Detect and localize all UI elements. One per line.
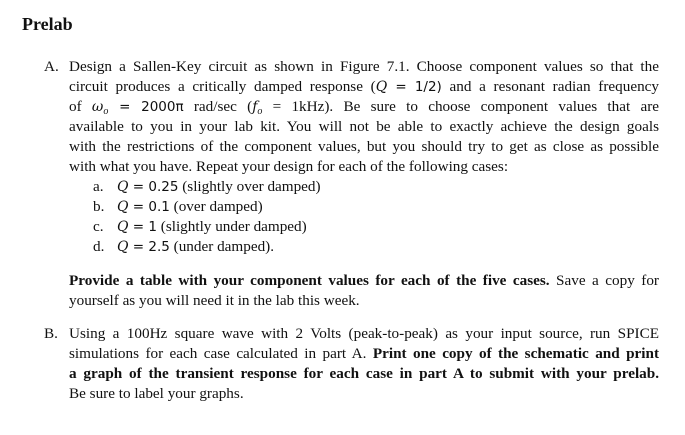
item-b-line-4: Be sure to label your graphs.: [69, 385, 244, 402]
item-b-line-1: Using a 100Hz square wave with 2 Volts (peak-to-peak) as your input source, run SPICE: [69, 325, 659, 342]
item-a-line-4: available to you in your lab kit. You will not be able to exactly achieve the design goals: [69, 118, 659, 135]
item-a-line-3: of $\omega_o = 2000\pi$ rad/sec $(f_o = 1kHz)$. Be sure to choose component values that are: [69, 98, 659, 117]
case-b: b. Q = 0.1 (over damped): [93, 198, 263, 215]
item-b-line-3: a graph of the transient response for each case in part A to submit with your prelab.: [69, 365, 659, 382]
item-a-line-1: Design a Sallen-Key circuit as shown in Figure 7.1. Choose component values so that the: [69, 58, 659, 75]
item-a-line-2: circuit produces a critically damped response (Q = 1/2) and a resonant radian frequency: [69, 78, 660, 95]
item-b-label: B.: [44, 325, 58, 342]
page-title: Prelab: [22, 14, 73, 34]
f-symbol: f: [252, 99, 258, 115]
item-a-body: [69, 57, 659, 311]
case-d: d. Q = 2.5 (under damped).: [93, 238, 275, 255]
item-b-body: [69, 324, 659, 404]
case-c: c. Q = 1 (slightly under damped): [93, 218, 307, 235]
item-a-line-5: with the restrictions of the component values, but you should try to get as close as possible: [69, 138, 659, 155]
q-symbol: Q: [375, 79, 388, 95]
item-a-para-2-line-2: yourself as you will need it in the lab this week.: [69, 292, 360, 309]
item-a-label: A.: [44, 58, 59, 75]
item-a-para-2-line-1: Provide a table with your component values for each of the five cases. Save a copy for: [69, 272, 659, 289]
omega-symbol: ω: [91, 99, 104, 115]
item-b-line-2: simulations for each case calculated in part A. Print one copy of the schematic and print: [69, 345, 659, 362]
item-a-line-6: with what you have. Repeat your design for each of the following cases:: [69, 158, 509, 175]
case-a: a. Q = 0.25 (slightly over damped): [93, 178, 321, 195]
